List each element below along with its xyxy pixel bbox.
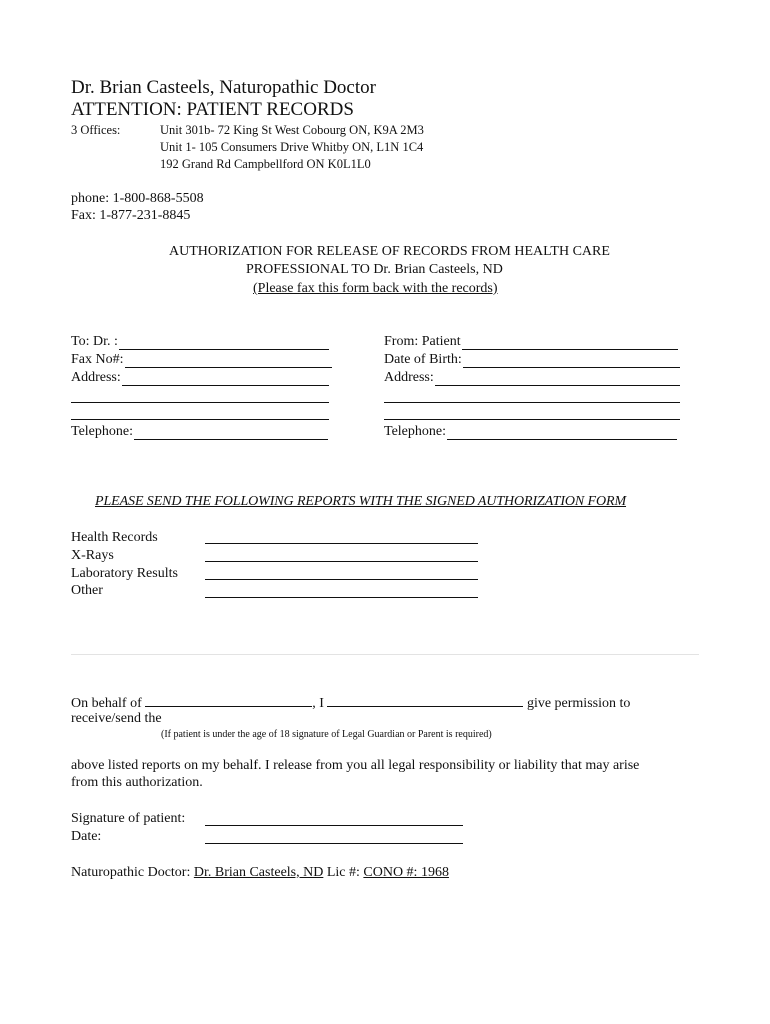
to-telephone-line[interactable] (134, 426, 328, 440)
from-address-line-3[interactable] (384, 419, 680, 420)
to-fax-line[interactable] (125, 354, 333, 368)
from-patient-line[interactable] (462, 336, 678, 350)
from-patient-field[interactable] (384, 333, 678, 350)
from-address-line[interactable] (435, 372, 680, 386)
to-doctor-line[interactable] (119, 336, 329, 350)
doctor-name-heading: Dr. Brian Casteels, Naturopathic Doctor (71, 77, 376, 98)
signature-line[interactable] (205, 825, 463, 826)
license-label: Lic #: (326, 865, 360, 880)
office-address-1: Unit 301b- 72 King St West Cobourg ON, K9A 2M3 (160, 123, 424, 137)
report-item-laboratory-results: Laboratory Results (71, 566, 178, 581)
from-telephone-label: Telephone: (384, 424, 446, 439)
phone-number: phone: 1-800-868-5508 (71, 191, 204, 206)
from-address-field[interactable] (384, 369, 680, 386)
to-fax-label: Fax No#: (71, 352, 124, 367)
authorizer-name-line[interactable] (327, 693, 523, 707)
signature-label: Signature of patient: (71, 811, 186, 826)
offices-label: 3 Offices: (71, 123, 121, 137)
report-item-other: Other (71, 583, 103, 598)
report-item-x-rays: X-Rays (71, 548, 114, 563)
from-telephone-line[interactable] (447, 426, 677, 440)
reports-heading: PLEASE SEND THE FOLLOWING REPORTS WITH THE SIGNED AUTHORIZATION FORM (95, 494, 627, 509)
i-label: , I (312, 696, 324, 711)
on-behalf-label: On behalf of (71, 696, 142, 711)
date-label: Date: (71, 829, 102, 844)
naturopathic-doctor-footer (71, 864, 449, 881)
date-of-birth-label: Date of Birth: (384, 352, 462, 367)
from-address-label: Address: (384, 370, 434, 385)
office-address-3: 192 Grand Rd Campbellford ON K0L1L0 (160, 157, 371, 171)
from-address-line-2[interactable] (384, 402, 680, 403)
attention-heading: ATTENTION: PATIENT RECORDS (71, 99, 354, 120)
to-address-line[interactable] (122, 372, 329, 386)
health-records-line[interactable] (205, 543, 478, 544)
give-permission-label: give permission to (526, 696, 631, 711)
nd-name: Dr. Brian Casteels, ND (193, 865, 324, 880)
date-of-birth-field[interactable] (384, 351, 680, 368)
on-behalf-of-line[interactable] (145, 693, 312, 707)
other-line[interactable] (205, 597, 478, 598)
form-title-line-2: PROFESSIONAL TO Dr. Brian Casteels, ND (246, 262, 503, 277)
guardian-note: (If patient is under the age of 18 signature of Legal Guardian or Parent is required) (161, 729, 492, 740)
from-telephone-field[interactable] (384, 423, 677, 440)
from-patient-label: From: Patient (384, 334, 461, 349)
date-of-birth-line[interactable] (463, 354, 680, 368)
nd-label: Naturopathic Doctor: (71, 865, 191, 880)
to-address-field[interactable] (71, 369, 329, 386)
to-address-line-2[interactable] (71, 402, 329, 403)
to-telephone-label: Telephone: (71, 424, 133, 439)
to-address-label: Address: (71, 370, 121, 385)
form-title-line-1: AUTHORIZATION FOR RELEASE OF RECORDS FROM HEALTH CARE (169, 244, 610, 259)
to-doctor-field[interactable] (71, 333, 329, 350)
report-item-health-records: Health Records (71, 530, 158, 545)
receive-send-text: receive/send the (71, 711, 162, 726)
release-text-line-2: from this authorization. (71, 775, 203, 790)
to-doctor-label: To: Dr. : (71, 334, 118, 349)
license-number: CONO #: 1968 (363, 865, 449, 880)
release-text-line-1: above listed reports on my behalf. I release from you all legal responsibility or liability that may arise (71, 758, 640, 773)
form-title-instruction: (Please fax this form back with the records) (253, 281, 498, 296)
fax-number: Fax: 1-877-231-8845 (71, 208, 191, 223)
section-divider (71, 654, 699, 655)
to-address-line-3[interactable] (71, 419, 329, 420)
to-fax-field[interactable] (71, 351, 332, 368)
x-rays-line[interactable] (205, 561, 478, 562)
date-line[interactable] (205, 843, 463, 844)
laboratory-results-line[interactable] (205, 579, 478, 580)
to-telephone-field[interactable] (71, 423, 328, 440)
office-address-2: Unit 1- 105 Consumers Drive Whitby ON, L1N 1C4 (160, 140, 424, 154)
